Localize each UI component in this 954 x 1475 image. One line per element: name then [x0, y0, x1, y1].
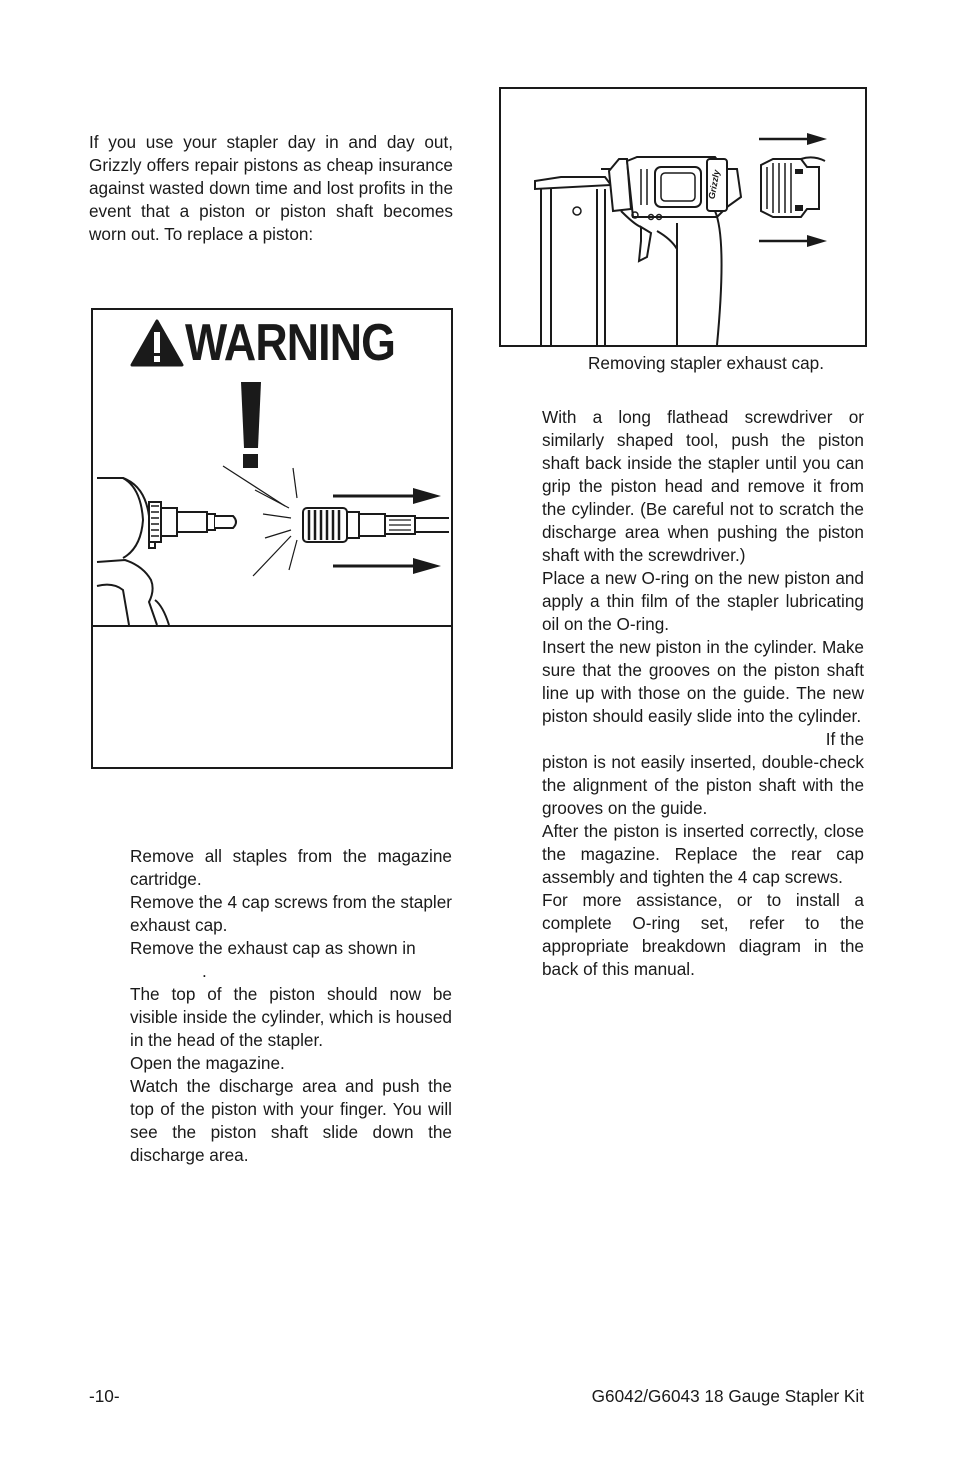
intro-paragraph: If you use your stapler day in and day out, Grizzly offers repair pistons as cheap insurance against wasted down time and lost profits in the event that a piston or piston shaft becomes worn out. To replace a piston:	[89, 132, 453, 244]
step-item: Remove the exhaust cap as shown in	[130, 938, 416, 958]
page-number: -10-	[89, 1386, 120, 1406]
step-item: For more assistance, or to install a complete O-ring set, refer to the appropriate breakdown diagram in the back of this manual.	[542, 890, 864, 979]
figure-exhaust-cap	[499, 87, 867, 347]
step-item-continuation: .	[202, 961, 207, 981]
stapler-exhaust-cap-illustration	[501, 89, 865, 345]
step-item: The top of the piston should now be visible inside the cylinder, which is housed in the head of the stapler.	[130, 984, 452, 1050]
step-item-continuation: If the	[825, 729, 864, 749]
document-title: G6042/G6043 18 Gauge Stapler Kit	[591, 1386, 864, 1406]
warning-box	[91, 308, 453, 769]
disconnect-air-hose-illustration	[93, 370, 451, 626]
step-item: Watch the discharge area and push the top of the piston with your finger. You will see the piston shaft slide down the discharge area.	[130, 1076, 452, 1165]
step-item: Place a new O-ring on the new piston and apply a thin film of the stapler lubricating oil on the O-ring.	[542, 568, 864, 634]
step-item: Remove the 4 cap screws from the stapler exhaust cap.	[130, 892, 452, 935]
step-item: Remove all staples from the magazine cartridge.	[130, 846, 452, 889]
step-item: Open the magazine.	[130, 1053, 285, 1073]
right-steps-list	[542, 406, 864, 981]
warning-heading	[129, 312, 429, 374]
step-item: Insert the new piston in the cylinder. Make sure that the grooves on the piston shaft line up with those on the guide. The new piston should easily slide into the cylinder.	[542, 637, 864, 726]
grizzly-logo: Grizzly	[706, 169, 722, 200]
step-item: With a long flathead screwdriver or similarly shaped tool, push the piston shaft back inside the stapler until you can grip the piston head and remove it from the cylinder. (Be careful not to scratch the discharge area when pushing the piston shaft with the screwdriver.)	[542, 407, 864, 565]
warning-divider	[93, 625, 451, 627]
warning-title: WARNING	[185, 314, 396, 372]
step-item: After the piston is inserted correctly, close the magazine. Replace the rear cap assembly and tighten the 4 cap screws.	[542, 821, 864, 887]
step-item: piston is not easily inserted, double-check the alignment of the piston shaft with the grooves on the guide.	[542, 752, 864, 818]
left-steps-list	[130, 845, 452, 1167]
figure-caption: Removing stapler exhaust cap.	[588, 353, 824, 373]
warning-triangle-icon	[129, 318, 185, 368]
